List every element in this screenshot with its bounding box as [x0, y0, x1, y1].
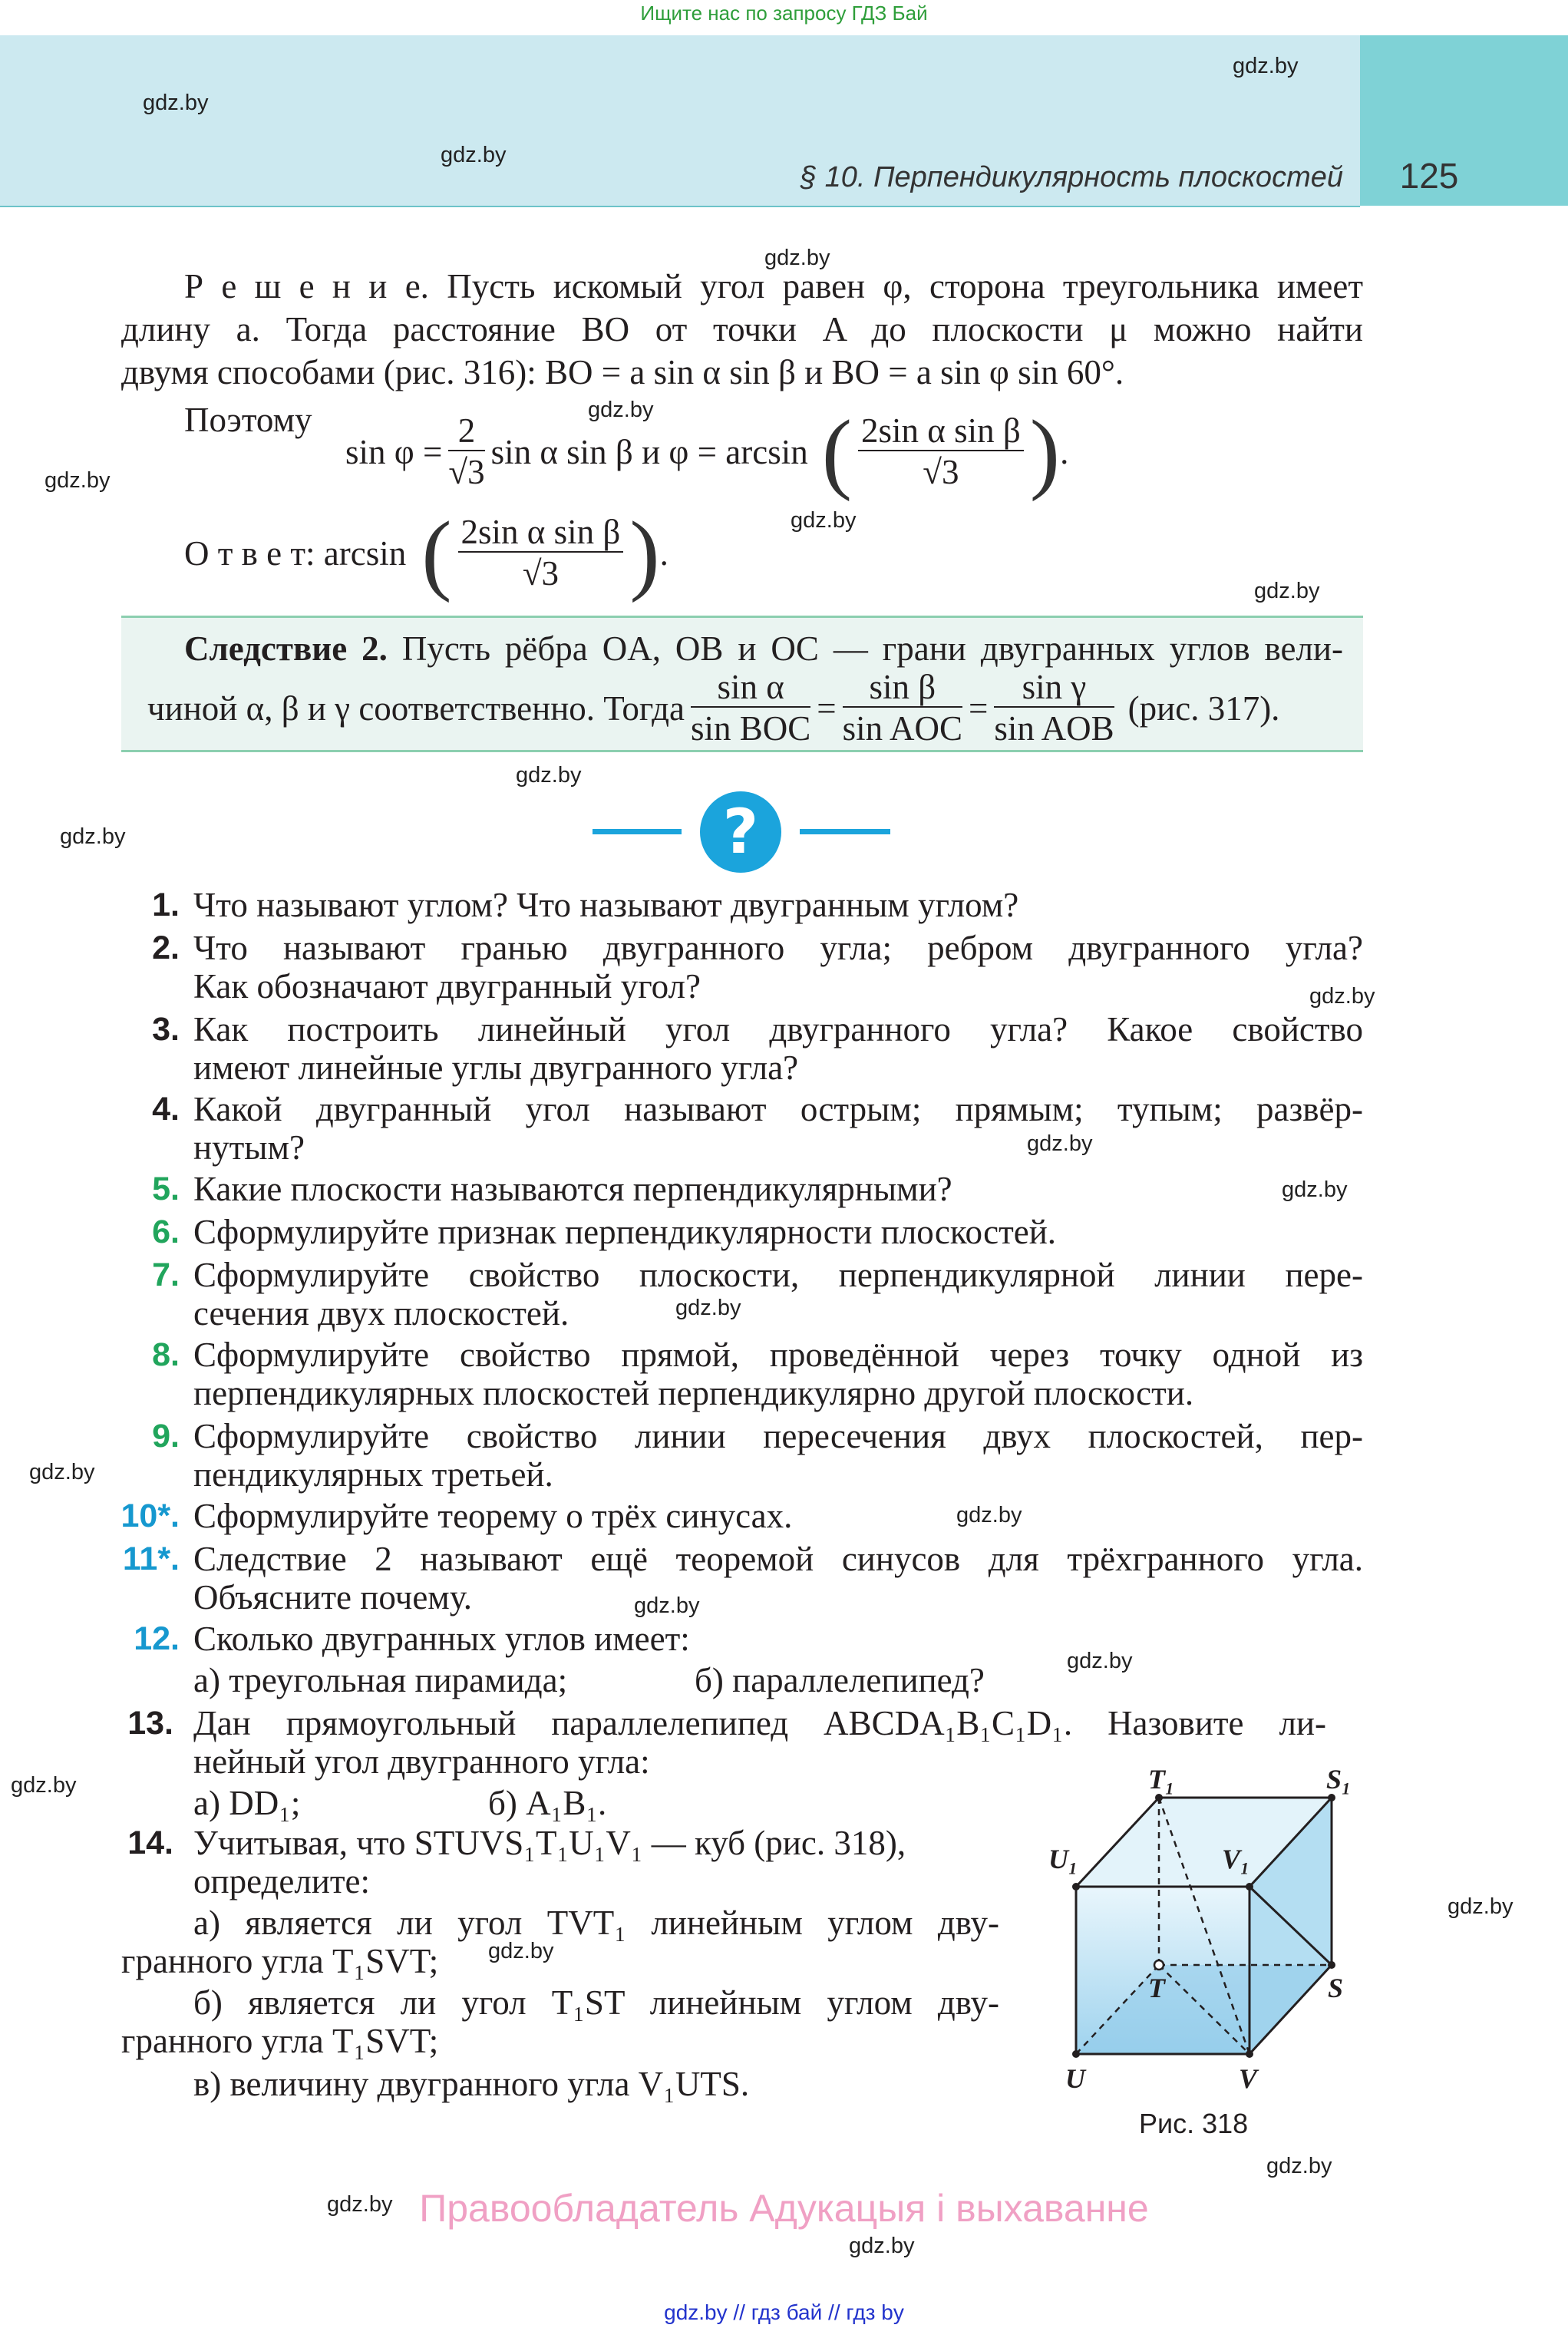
label-V1: V₁ — [1222, 1844, 1250, 1874]
watermark: gdz.by — [634, 1593, 700, 1618]
question-number: 5. — [152, 1171, 180, 1207]
figure-caption: Рис. 318 — [1139, 2108, 1249, 2139]
paren-close: ) — [629, 503, 660, 603]
watermark: gdz.by — [1254, 579, 1320, 603]
watermark: gdz.by — [1309, 984, 1375, 1009]
fraction-sin-gamma — [994, 668, 1114, 749]
fraction-numerator: sin α — [691, 668, 810, 708]
label-U1: U₁ — [1048, 1844, 1078, 1874]
watermark: gdz.by — [488, 1939, 554, 1963]
question-5-line-1: Какие плоскости называются перпендикулярными? — [193, 1170, 952, 1208]
question-11-line-1: Следствие 2 называют ещё теоремой синусов для трёхгранного угла. — [193, 1540, 1363, 1578]
corollary-tail: (рис. 317). — [1127, 689, 1280, 728]
question-7-line-2: сечения двух плоскостей. — [193, 1294, 569, 1332]
formula-left: sin φ = — [345, 433, 443, 471]
label-S: S — [1328, 1973, 1344, 2003]
corollary-lead: Следствие 2. — [184, 629, 388, 668]
question-number: 10*. — [120, 1498, 180, 1534]
watermark: gdz.by — [327, 2192, 393, 2217]
question-3-line-1: Как построить линейный угол двугранного угла? Какое свойство — [193, 1010, 1363, 1048]
q14-line-1: Учитывая, что STUVS₁T₁U₁V₁ — куб (рис. 318), — [193, 1824, 906, 1862]
question-number: 14. — [127, 1824, 173, 1861]
vertex-S1 — [1328, 1794, 1335, 1801]
therefore-label: Поэтому — [184, 401, 312, 439]
question-4-line-2: нутым? — [193, 1128, 305, 1167]
question-8-line-2: перпендикулярных плоскостей перпендикулярно другой плоскости. — [193, 1374, 1194, 1412]
label-U: U — [1065, 2063, 1085, 2094]
question-number: 11*. — [122, 1541, 180, 1577]
question-mark-icon: ? — [700, 791, 781, 873]
fraction-answer — [458, 513, 624, 594]
fraction-numerator: sin γ — [994, 668, 1114, 708]
vertex-U1 — [1072, 1883, 1080, 1891]
fraction-denominator: √3 — [448, 453, 485, 491]
q14-a-line-1: а) является ли угол TVT₁ линейным углом дву- — [193, 1904, 999, 1942]
fraction-numerator: 2sin α sin β — [858, 411, 1024, 451]
q13-option-b: б) A₁B₁. — [488, 1784, 607, 1822]
question-11-line-2: Объясните почему. — [193, 1578, 473, 1616]
paren-close: ) — [1029, 401, 1061, 502]
question-number: 1. — [152, 887, 180, 923]
q12-option-a: а) треугольная пирамида; — [193, 1661, 568, 1699]
vertex-T — [1154, 1960, 1164, 1970]
question-9-line-2: пендикулярных третьей. — [193, 1455, 553, 1494]
answer-line — [184, 503, 668, 603]
section-title: § 10. Перпендикулярность плоскостей — [800, 161, 1343, 193]
watermark: gdz.by — [60, 824, 126, 849]
question-number: 6. — [152, 1214, 180, 1250]
question-3-line-2: имеют линейные углы двугранного угла? — [193, 1048, 799, 1087]
fraction-sin-beta — [843, 668, 962, 749]
question-number: 2. — [152, 930, 180, 966]
q14-c-line-1: в) величину двугранного угла V₁UTS. — [193, 2065, 750, 2103]
vertex-V1 — [1246, 1883, 1253, 1891]
fraction-numerator: 2sin α sin β — [458, 513, 624, 553]
corollary-text-2: чиной α, β и γ соответственно. Тогда — [147, 689, 685, 728]
question-2-line-1: Что называют гранью двугранного угла; ребром двугранного угла? — [193, 929, 1363, 967]
question-number: 13. — [127, 1705, 173, 1742]
fraction-denominator: √3 — [522, 554, 560, 593]
watermark: gdz.by — [29, 1460, 95, 1484]
fraction-denominator: sin BOC — [690, 709, 811, 748]
fraction-denominator: sin AOB — [994, 709, 1114, 748]
solution-line-1: Р е ш е н и е. Пусть искомый угол равен φ, сторона треугольника имеет — [184, 267, 1363, 305]
q12-option-b: б) параллелепипед? — [695, 1661, 985, 1699]
q13-line-1: Дан прямоугольный параллелепипед ABCDA₁B₁C₁D₁. Назовите ли- — [193, 1704, 1326, 1742]
watermark: gdz.by — [143, 91, 209, 115]
question-1-line-1: Что называют углом? Что называют двугранным углом? — [193, 886, 1019, 924]
corollary-line-1 — [184, 628, 1343, 669]
fraction-denominator: √3 — [923, 453, 959, 491]
question-12-line-1: Сколько двугранных углов имеет: — [193, 1620, 690, 1658]
fraction-denominator: sin AOC — [842, 709, 962, 748]
period: . — [1060, 433, 1069, 471]
footer-links[interactable]: gdz.by // гдз бай // гдз by — [664, 2300, 904, 2324]
watermark: gdz.by — [1067, 1649, 1133, 1673]
header-rule — [0, 206, 1360, 207]
question-10-line-1: Сформулируйте теорему о трёх синусах. — [193, 1497, 793, 1535]
label-T: T — [1148, 1973, 1165, 2003]
label-V: V — [1239, 2063, 1258, 2094]
q14-b-line-2: гранного угла T₁SVT; — [121, 2022, 439, 2060]
question-9-line-1: Сформулируйте свойство линии пересечения двух плоскостей, пер- — [193, 1417, 1363, 1455]
q13-line-2: нейный угол двугранного угла: — [193, 1742, 650, 1781]
equals-sign: = — [968, 689, 989, 728]
page-number: 125 — [1399, 156, 1459, 196]
watermark: gdz.by — [1448, 1894, 1514, 1919]
question-2-line-2: Как обозначают двугранный угол? — [193, 967, 701, 1006]
solution-line-3: двумя способами (рис. 316): BO = a sin α sin β и BO = a sin φ sin 60°. — [121, 353, 1124, 391]
watermark: gdz.by — [1027, 1131, 1093, 1156]
paren-open: ( — [821, 401, 853, 502]
question-number: 9. — [152, 1418, 180, 1455]
question-bar-left — [593, 829, 682, 834]
top-banner: Ищите нас по запросу ГДЗ Бай — [640, 2, 928, 25]
label-T1: T₁ — [1148, 1765, 1175, 1795]
q13-option-a: а) DD₁; — [193, 1784, 301, 1822]
watermark: gdz.by — [441, 143, 507, 167]
watermark: gdz.by — [516, 763, 582, 788]
fraction-numerator: 2 — [448, 411, 484, 451]
question-number: 3. — [152, 1011, 180, 1048]
watermark: gdz.by — [1266, 2154, 1332, 2178]
question-number: 8. — [152, 1336, 180, 1373]
question-number: 12. — [134, 1620, 180, 1657]
period: . — [659, 534, 668, 573]
watermark: gdz.by — [791, 508, 857, 533]
vertex-T1 — [1155, 1794, 1163, 1801]
watermark: gdz.by — [11, 1773, 77, 1798]
vertex-V — [1246, 2050, 1253, 2058]
question-8-line-1: Сформулируйте свойство прямой, проведённой через точку одной из — [193, 1336, 1363, 1374]
corollary-line-2 — [147, 668, 1279, 749]
question-bar-right — [800, 829, 890, 834]
copyright-notice: Правообладатель Адукацыя і выхаванне — [419, 2187, 1149, 2230]
vertex-U — [1072, 2050, 1080, 2058]
vertex-S — [1328, 1961, 1335, 1969]
question-number: 7. — [152, 1257, 180, 1293]
formula-middle: sin α sin β и φ = arcsin — [490, 433, 808, 471]
watermark: gdz.by — [764, 246, 830, 270]
q14-a-line-2: гранного угла T₁SVT; — [121, 1942, 439, 1980]
label-S1: S₁ — [1326, 1765, 1352, 1795]
watermark: gdz.by — [849, 2234, 915, 2258]
watermark: gdz.by — [956, 1503, 1022, 1527]
question-7-line-1: Сформулируйте свойство плоскости, перпендикулярной линии пере- — [193, 1256, 1363, 1294]
equals-sign: = — [817, 689, 837, 728]
fraction-sin-alpha — [691, 668, 810, 749]
answer-label: О т в е т: arcsin — [184, 534, 407, 573]
watermark: gdz.by — [1233, 54, 1299, 78]
q14-line-2: определите: — [193, 1862, 371, 1900]
question-4-line-1: Какой двугранный угол называют острым; прямым; тупым; развёр- — [193, 1090, 1363, 1128]
fraction-arcsin-argument — [858, 411, 1024, 493]
fraction-numerator: sin β — [843, 668, 962, 708]
q14-b-line-1: б) является ли угол T₁ST линейным углом дву- — [193, 1983, 999, 2022]
watermark: gdz.by — [45, 468, 111, 493]
watermark: gdz.by — [1282, 1177, 1348, 1202]
paren-open: ( — [421, 503, 452, 603]
cube-figure — [1036, 1765, 1374, 2165]
question-number: 4. — [152, 1091, 180, 1128]
watermark: gdz.by — [675, 1296, 741, 1320]
question-6-line-1: Сформулируйте признак перпендикулярности плоскостей. — [193, 1213, 1057, 1251]
fraction-2-over-sqrt3 — [448, 411, 484, 493]
solution-line-2: длину a. Тогда расстояние BO от точки A до плоскости μ можно найти — [121, 310, 1363, 348]
watermark: gdz.by — [588, 398, 654, 422]
corollary-text: Пусть рёбра OA, OB и OC — грани двугранных углов вели- — [401, 629, 1344, 668]
